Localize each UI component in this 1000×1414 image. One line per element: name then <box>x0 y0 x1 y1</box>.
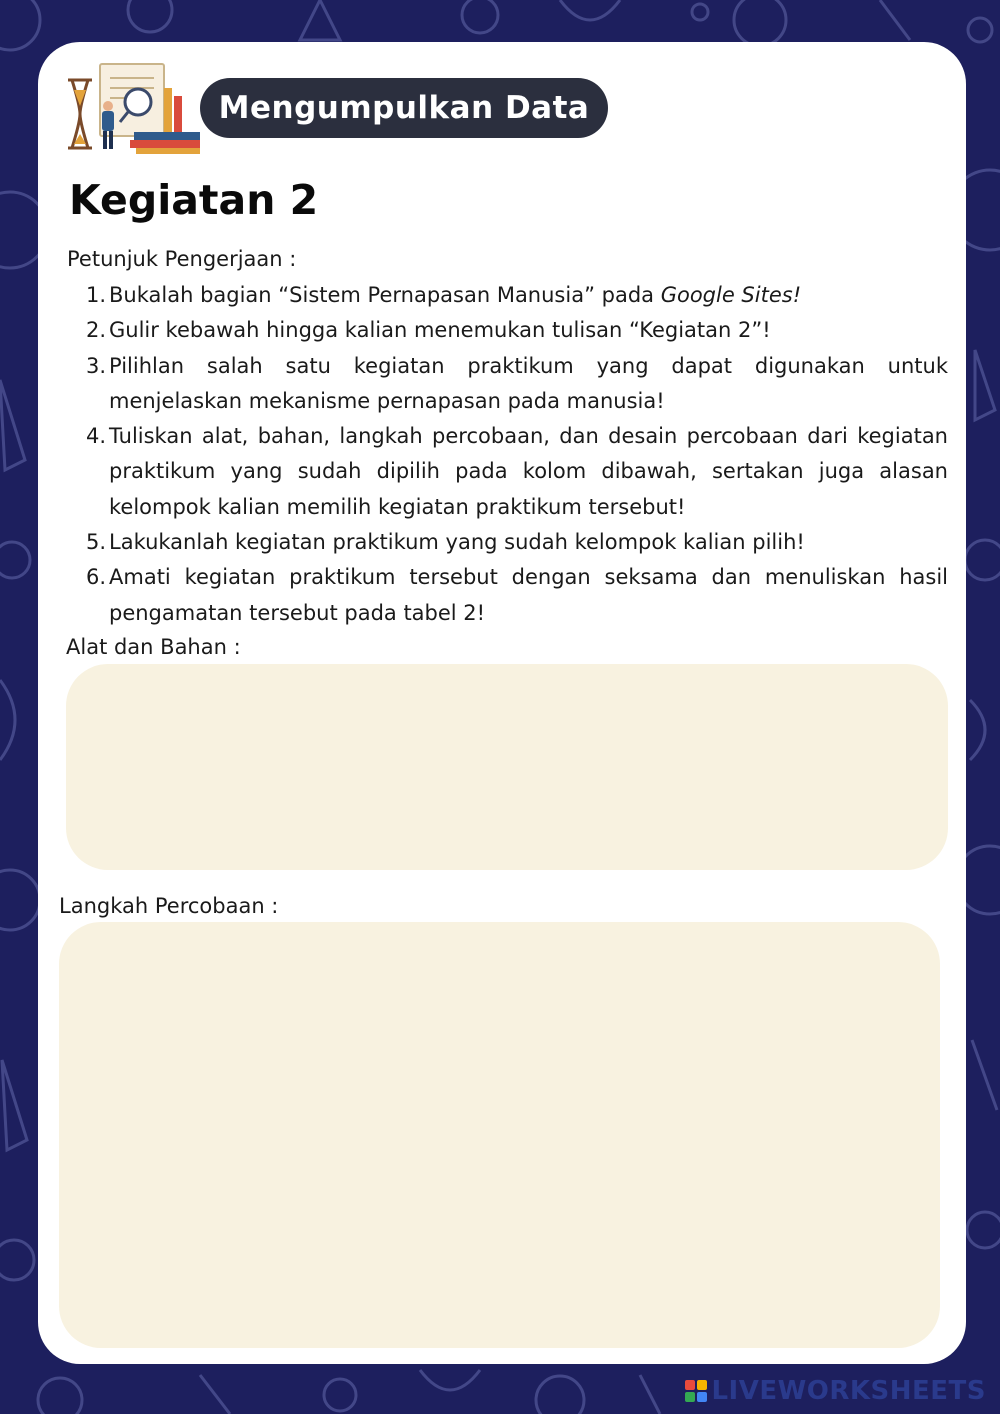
instruction-text: Tuliskan alat, bahan, langkah percobaan, dan desain percobaan dari kegiatan praktikum yang sudah dipilih pada kolom dibawah, sertakan juga alasan kelompok kalian memilih kegiatan praktikum tersebut! <box>109 424 948 519</box>
instruction-number: 1. <box>85 283 106 307</box>
instruction-item <box>68 313 948 348</box>
instruction-number: 3. <box>85 353 106 378</box>
steps-answer-field[interactable] <box>59 922 940 1348</box>
instruction-item <box>68 560 948 631</box>
instruction-item <box>68 278 948 313</box>
page-title: Kegiatan 2 <box>69 176 319 224</box>
instruction-item <box>68 525 948 560</box>
liveworksheets-logo <box>685 1376 986 1406</box>
instruction-text: Pilihlan salah satu kegiatan praktikum yang dapat digunakan untuk menjelaskan mekanisme pernapasan pada manusia! <box>109 353 948 413</box>
section-label: Mengumpulkan Data <box>200 78 608 138</box>
instruction-number: 5. <box>85 530 106 555</box>
instruction-number: 2. <box>85 318 106 343</box>
instruction-emphasis: Google Sites! <box>660 283 802 307</box>
instruction-text: Gulir kebawah hingga kalian menemukan tulisan “Kegiatan 2”! <box>109 318 771 343</box>
instruction-text: Amati kegiatan praktikum tersebut dengan seksama dan menuliskan hasil pengamatan tersebut pada tabel 2! <box>109 565 948 625</box>
steps-label: Langkah Percobaan : <box>59 894 279 918</box>
materials-answer-field[interactable] <box>66 664 948 870</box>
instruction-item <box>68 349 948 420</box>
logo-text: LIVEWORKSHEETS <box>711 1376 986 1406</box>
instruction-number: 6. <box>85 565 106 590</box>
instructions-list <box>68 278 948 631</box>
research-illustration <box>64 60 204 155</box>
instruction-number: 4. <box>85 424 106 449</box>
logo-grid-icon <box>685 1380 707 1402</box>
instructions-heading: Petunjuk Pengerjaan : <box>67 247 297 271</box>
instruction-text: Lakukanlah kegiatan praktikum yang sudah kelompok kalian pilih! <box>109 530 805 555</box>
instruction-text: Bukalah bagian “Sistem Pernapasan Manusia” pada <box>109 283 661 307</box>
instruction-item <box>68 419 948 525</box>
materials-label: Alat dan Bahan : <box>66 635 241 659</box>
